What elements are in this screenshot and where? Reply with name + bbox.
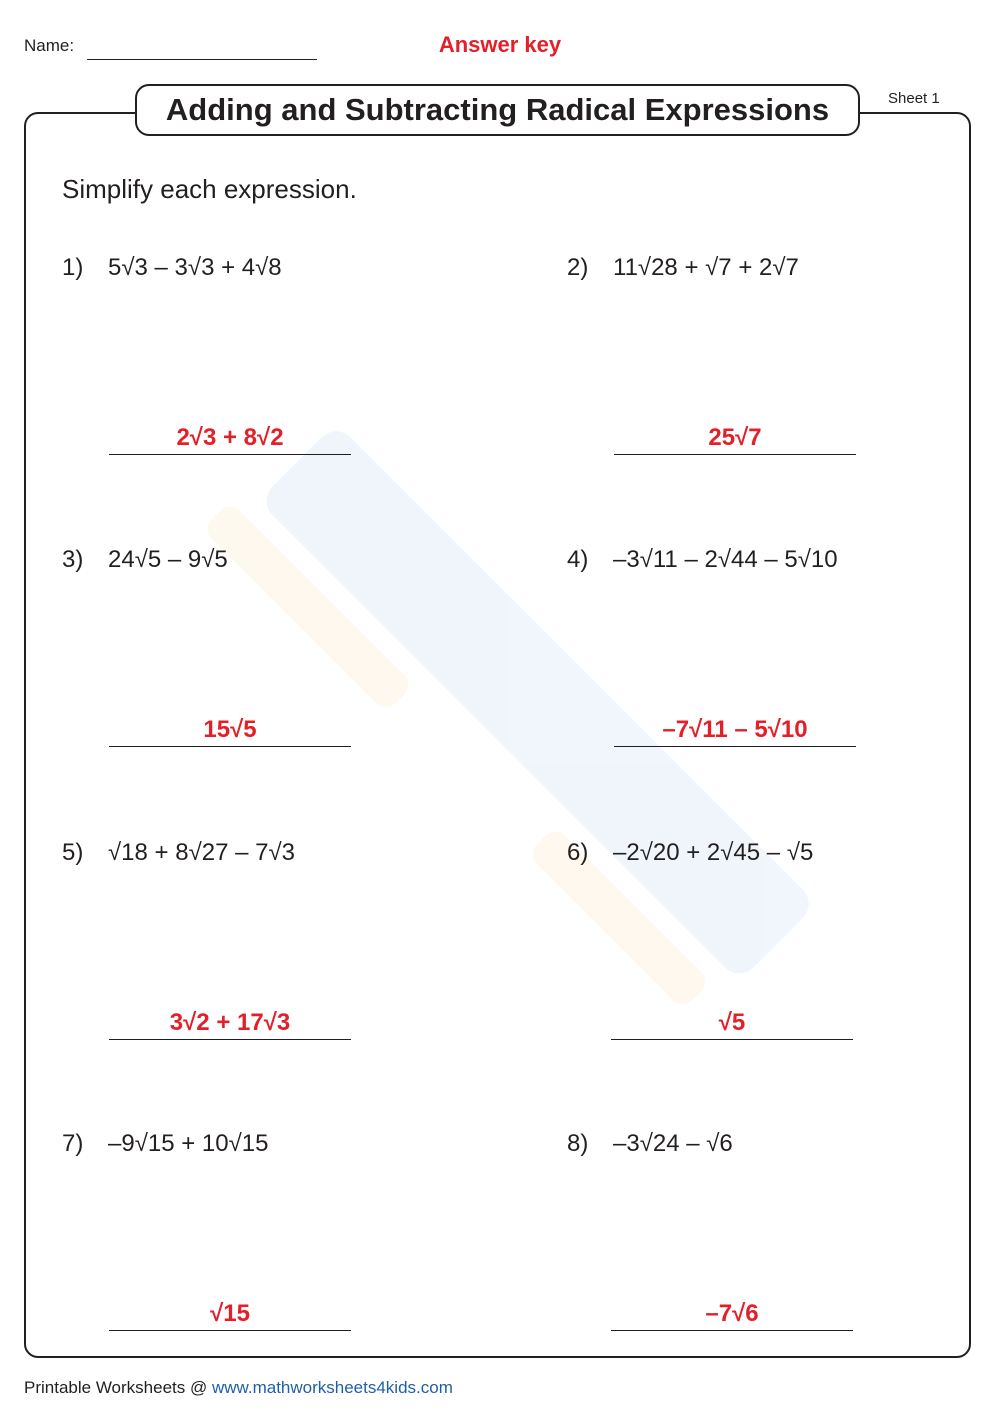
problem-number: 7) (62, 1130, 84, 1157)
problem-number: 6) (567, 839, 589, 866)
problem-2 (567, 254, 799, 282)
name-line[interactable] (87, 59, 317, 60)
problem-number: 3) (62, 546, 84, 573)
answer-line-1[interactable] (109, 454, 351, 455)
answer-line-8[interactable] (611, 1330, 853, 1331)
answer-1: 2√3 + 8√2 (176, 424, 284, 451)
answer-7: √15 (210, 1300, 250, 1327)
footer-prefix: Printable Worksheets @ (24, 1378, 212, 1397)
problem-number: 1) (62, 254, 84, 281)
answer-2: 25√7 (708, 424, 762, 451)
answer-line-5[interactable] (109, 1039, 351, 1040)
problem-3 (62, 546, 228, 574)
answer-8: –7√6 (705, 1300, 759, 1327)
problem-number: 2) (567, 254, 589, 281)
problem-5 (62, 839, 295, 867)
answer-line-2[interactable] (614, 454, 856, 455)
problem-4 (567, 546, 838, 574)
problem-expression: –3√24 – √6 (613, 1130, 733, 1157)
problem-number: 5) (62, 839, 84, 866)
problem-expression: √18 + 8√27 – 7√3 (108, 839, 295, 866)
footer-link[interactable]: www.mathworksheets4kids.com (211, 1378, 453, 1397)
problem-expression: –3√11 – 2√44 – 5√10 (613, 546, 838, 573)
answer-line-4[interactable] (614, 746, 856, 747)
answer-line-6[interactable] (611, 1039, 853, 1040)
answer-3: 15√5 (203, 716, 257, 743)
sheet-label: Sheet 1 (888, 90, 940, 107)
problem-expression: 24√5 – 9√5 (108, 546, 228, 573)
problem-number: 8) (567, 1130, 589, 1157)
name-label: Name: (24, 36, 75, 55)
problem-8 (567, 1130, 733, 1158)
problem-6 (567, 839, 813, 867)
problem-expression: –9√15 + 10√15 (108, 1130, 269, 1157)
problem-number: 4) (567, 546, 589, 573)
answer-line-7[interactable] (109, 1330, 351, 1331)
answer-5: 3√2 + 17√3 (169, 1009, 291, 1036)
answer-key-label: Answer key (438, 32, 562, 57)
problem-expression: 11√28 + √7 + 2√7 (613, 254, 799, 281)
problem-1 (62, 254, 282, 282)
worksheet-title: Adding and Subtracting Radical Expressions (135, 84, 860, 136)
answer-line-3[interactable] (109, 746, 351, 747)
problem-expression: –2√20 + 2√45 – √5 (613, 839, 814, 866)
problem-7 (62, 1130, 268, 1158)
answer-4: –7√11 – 5√10 (662, 716, 808, 743)
answer-6: √5 (718, 1009, 746, 1036)
problem-expression: 5√3 – 3√3 + 4√8 (108, 254, 282, 281)
instruction: Simplify each expression. (62, 174, 357, 204)
footer (24, 1378, 453, 1398)
